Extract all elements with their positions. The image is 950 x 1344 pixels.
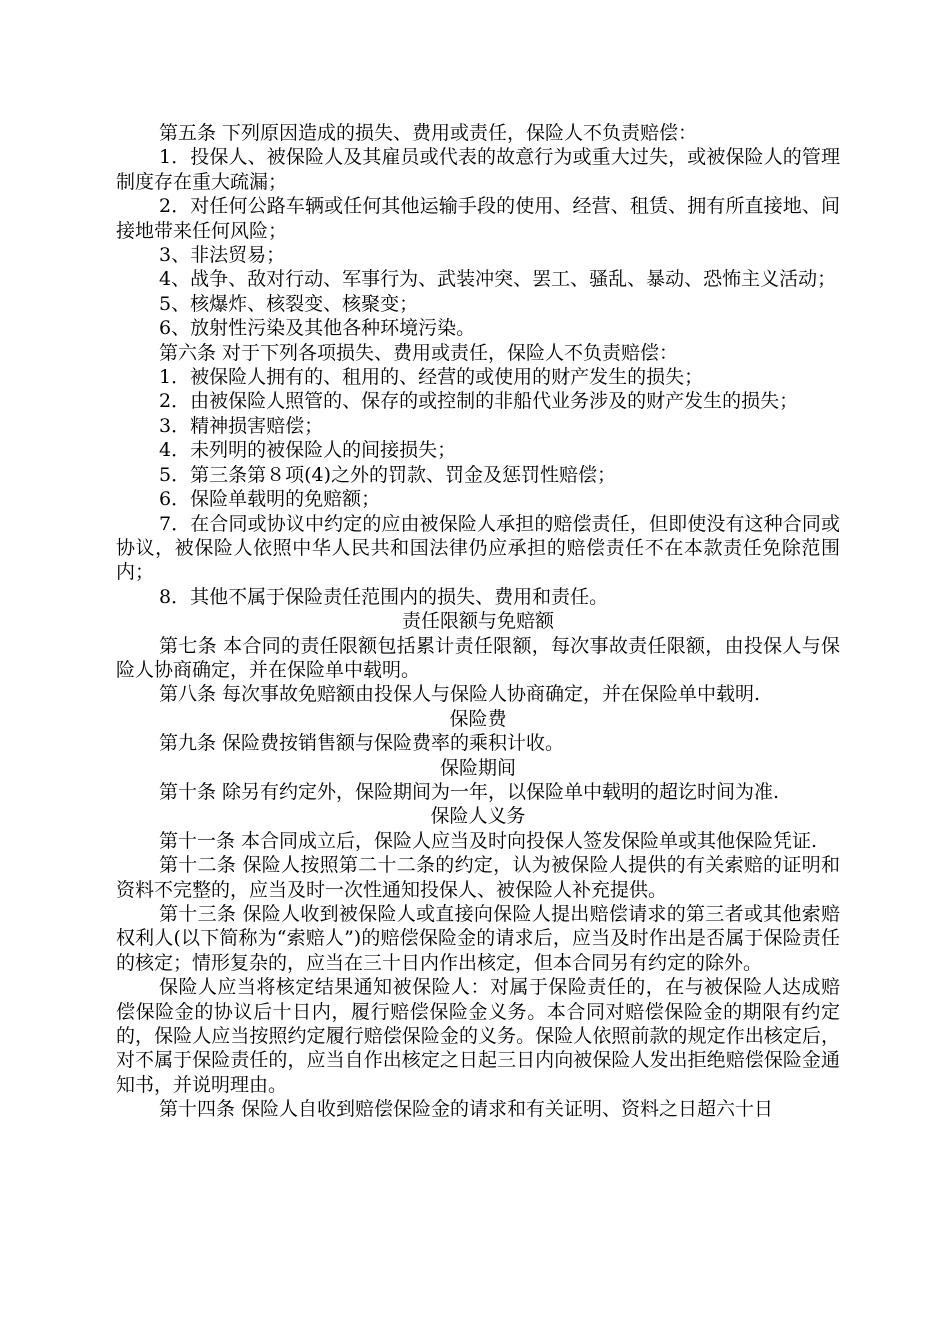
clause-6-item-6: 6．保险单载明的免赔额；: [159, 488, 381, 511]
clause-8: 第八条 每次事故免赔额由投保人与保险人协商确定，并在保险单中载明.: [159, 683, 761, 706]
clause-6-item-1: 1．被保险人拥有的、租用的、经营的或使用的财产发生的损失；: [159, 366, 704, 389]
section-heading-limits: 责任限额与免赔额: [401, 610, 554, 633]
section-heading-insurer-duties: 保险人义务: [430, 805, 526, 828]
clause-13-paragraph-2: 保险人应当将核定结果通知被保险人：对属于保险责任的，在与被保险人达成赔偿保险金的协议后十日内，履行赔偿保险金义务。本合同对赔偿保险金的期限有约定的，保险人应当按照约定履行赔偿保险金的义务。保险人依照前款的规定作出核定后，对不属于保险责任的，应当自作出核定之日起三日内向被保险人发出拒绝赔偿保险金通知书，并说明理由。: [116, 976, 840, 1096]
clause-10: 第十条 除另有约定外，保险期间为一年，以保险单中载明的超讫时间为准.: [159, 780, 780, 803]
clause-5-item-1: 1．投保人、被保险人及其雇员或代表的故意行为或重大过失，或被保险人的管理制度存在重大疏漏；: [116, 146, 840, 193]
clause-14: 第十四条 保险人自收到赔偿保险金的请求和有关证明、资料之日超六十日: [159, 1098, 774, 1121]
clause-6-item-2: 2．由被保险人照管的、保存的或控制的非船代业务涉及的财产发生的损失；: [159, 390, 799, 413]
clause-6-item-4: 4．未列明的被保险人的间接损失；: [159, 439, 457, 462]
clause-11: 第十一条 本合同成立后，保险人应当及时向投保人签发保险单或其他保险凭证.: [159, 829, 818, 852]
clause-5-item-5: 5、核爆炸、核裂变、核聚变；: [159, 292, 419, 315]
clause-5-item-2: 2．对任何公路车辆或任何其他运输手段的使用、经营、租赁、拥有所直接地、间接地带来任何风险；: [116, 195, 840, 242]
clause-6-item-5: 5．第三条第８项(4)之外的罚款、罚金及惩罚性赔偿；: [159, 463, 617, 486]
clause-5-heading: 第五条 下列原因造成的损失、费用或责任，保险人不负责赔偿：: [159, 122, 698, 144]
clause-5-item-3: 3、非法贸易；: [159, 244, 286, 267]
clause-6-heading: 第六条 对于下列各项损失、费用或责任，保险人不负责赔偿：: [159, 341, 679, 364]
clause-5-item-6: 6、放射性污染及其他各种环境污染。: [159, 317, 476, 340]
clause-7: 第七条 本合同的责任限额包括累计责任限额，每次事故责任限额，由投保人与保险人协商确定，并在保险单中载明。: [116, 634, 840, 681]
clause-9: 第九条 保险费按销售额与保险费率的乘积计收。: [159, 732, 565, 755]
clause-12: 第十二条 保险人按照第二十二条的约定，认为被保险人提供的有关索赔的证明和资料不完整的，应当及时一次性通知投保人、被保险人补充提供。: [116, 854, 840, 901]
section-heading-period: 保险期间: [439, 756, 516, 779]
clause-13: 第十三条 保险人收到被保险人或直接向保险人提出赔偿请求的第三者或其他索赔权利人(以下简称为“索赔人”)的赔偿保险金的请求后，应当及时作出是否属于保险责任的核定；情形复杂的，应当在三十日内作出核定，但本合同另有约定的除外。: [116, 903, 840, 974]
section-heading-premium: 保险费: [449, 707, 507, 730]
clause-6-item-7: 7．在合同或协议中约定的应由被保险人承担的赔偿责任，但即使没有这种合同或协议，被保险人依照中华人民共和国法律仍应承担的赔偿责任不在本款责任免除范围内；: [116, 512, 840, 584]
clause-5-item-4: 4、战争、敌对行动、军事行为、武装冲突、罢工、骚乱、暴动、恐怖主义活动；: [159, 268, 837, 291]
clause-6-item-8: 8．其他不属于保险责任范围内的损失、费用和责任。: [159, 585, 609, 608]
clause-6-item-3: 3．精神损害赔偿；: [159, 414, 324, 437]
